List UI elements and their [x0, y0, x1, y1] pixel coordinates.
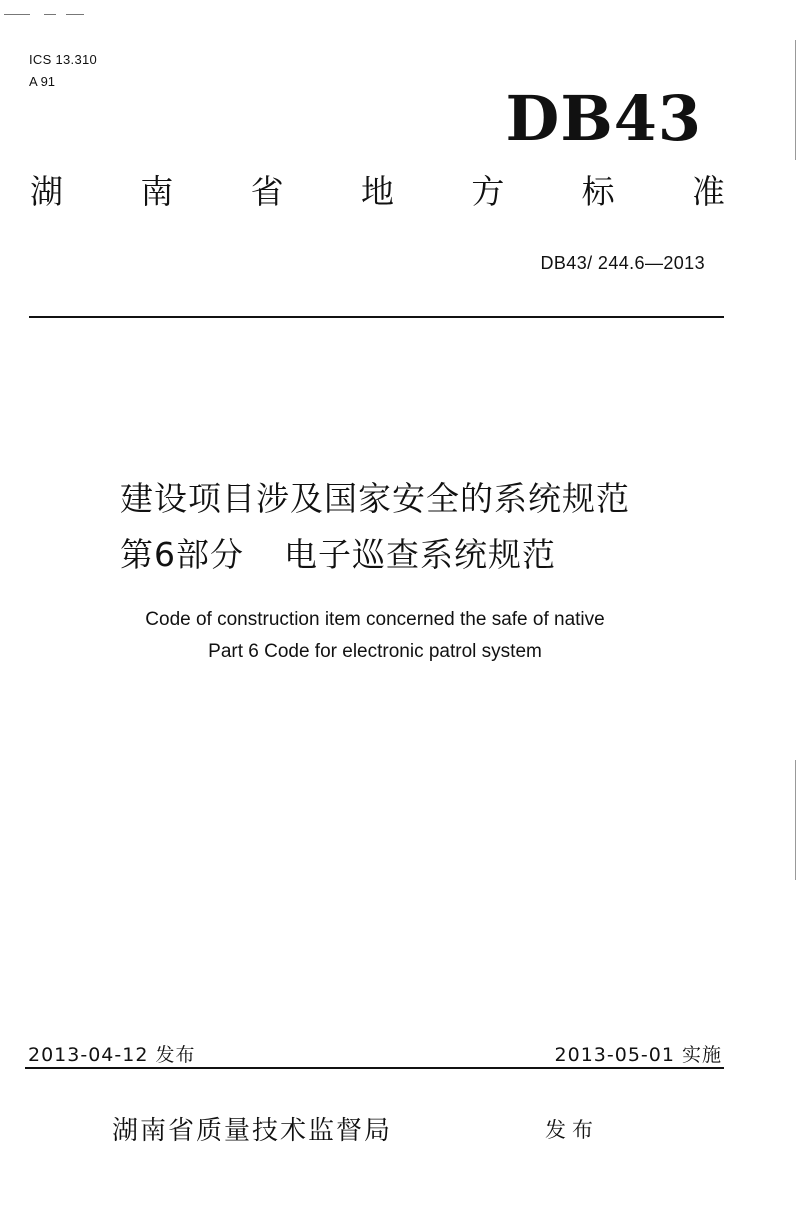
top-divider: [29, 316, 724, 318]
standard-type-char: 南: [140, 172, 174, 211]
issue-date: 2013-04-12 发布: [28, 1044, 196, 1066]
standard-type-char: 省: [250, 172, 284, 211]
db43-logo: DB43: [505, 82, 702, 155]
title-english-line1: Code of construction item concerned the safe of native: [145, 609, 605, 630]
part-subtitle: 电子巡查系统规范: [284, 535, 556, 574]
scan-artifact: [66, 14, 84, 15]
standard-code: DB43/ 244.6—2013: [540, 253, 705, 273]
scan-artifact: [44, 14, 56, 15]
issuing-authority: 湖南省质量技术监督局: [112, 1116, 393, 1146]
implementation-date: 2013-05-01 实施: [554, 1044, 722, 1066]
scan-edge-artifact: [795, 760, 796, 880]
standard-type-char: 标: [581, 172, 615, 211]
standard-type-char: 准: [691, 172, 725, 211]
standard-type-char: 湖: [30, 172, 63, 211]
standard-type-char: 方: [471, 172, 505, 211]
bottom-divider: [25, 1067, 724, 1069]
scan-artifact: [4, 14, 30, 15]
title-chinese-line2: [120, 535, 556, 574]
scan-edge-artifact: [795, 40, 796, 160]
classification-code: A 91: [29, 74, 56, 89]
issuer-action: 发布: [545, 1118, 599, 1142]
part-label: 第6部分: [120, 535, 244, 574]
title-chinese-line1: 建设项目涉及国家安全的系统规范: [120, 479, 630, 518]
title-english-line2: Part 6 Code for electronic patrol system: [208, 641, 542, 662]
ics-code: ICS 13.310: [29, 52, 98, 67]
standard-type-char: 地: [360, 172, 394, 211]
standard-type-heading: [30, 172, 725, 211]
